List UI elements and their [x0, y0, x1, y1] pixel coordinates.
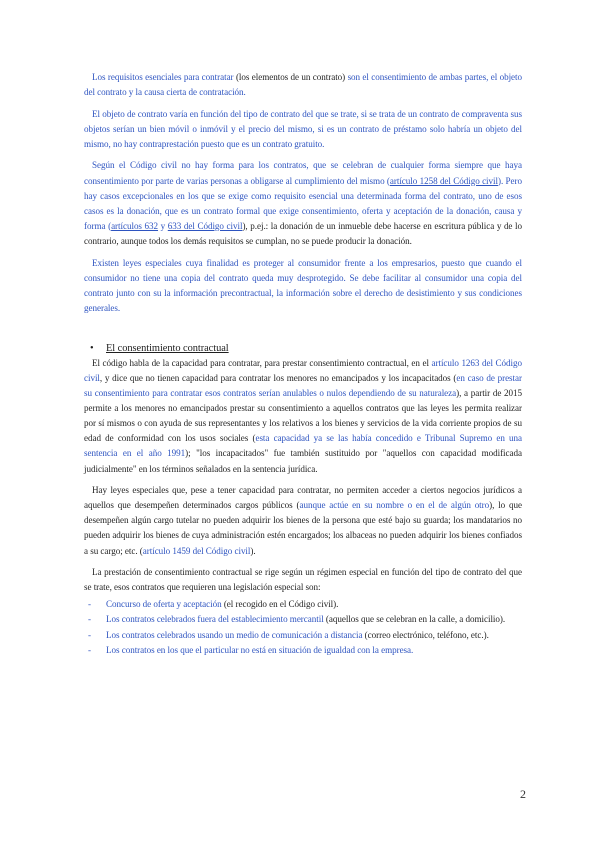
forma-text-1: Según el Código civil no hay forma para los contratos, que se celebran de cualquier forma siempre que haya consentimiento por parte de varias personas a obligarse al cumplimiento del mismo ( [84, 160, 522, 186]
dash-marker: - [88, 629, 91, 640]
link-articulo-1258[interactable]: artículo 1258 del Código civil [389, 175, 498, 186]
capacidad-text-4: ); "los incapacitados" fue también sustituido por "aquellos con capacidad modificada judicialmente" en los términos señalados en la sentencia jurídica. [84, 448, 522, 474]
section-heading-text: El consentimiento contractual [106, 342, 229, 354]
dash-marker: - [88, 599, 91, 610]
paragraph-leyes-consumidor: Existen leyes especiales cuya finalidad es proteger al consumidor frente a los empresarios, puesto que cuando el consumidor no tiene una copia del contrato queda muy desprotegido. Se debe facilitar al consumidor una copia del contrato junto con su la información precontractual, la información sobre el derecho de desistimiento y sus condiciones generales. [84, 257, 522, 313]
paragraph-objeto: El objeto de contrato varía en función del tipo de contrato del que se trate, si se trata de un contrato de compraventa sus objetos serían un bien móvil o inmóvil y el precio del mismo, si es un contrato de préstamo solo habría un objeto del mismo, no hay contraprestación puesto que es un contrato gratuito. [84, 108, 522, 149]
requisitos-link-text[interactable]: Los requisitos esenciales para contratar [92, 72, 234, 82]
list-item [84, 597, 522, 612]
document-body [84, 70, 522, 658]
list-item-text: (correo electrónico, teléfono, etc.). [362, 629, 489, 640]
paragraph-leyes-especiales [84, 483, 522, 558]
paragraph-requisitos [84, 70, 522, 100]
paragraph-forma [84, 158, 522, 249]
link-articulo-1459[interactable]: artículo 1459 del Código civil [142, 545, 251, 556]
list-item-link[interactable]: Los contratos celebrados usando un medio de comunicación a distancia [106, 629, 363, 640]
list-item-text: (el recogido en el Código civil). [221, 599, 339, 610]
paragraph-capacidad [84, 356, 522, 477]
elementos-text: (los elementos de un contrato) [235, 72, 346, 82]
bullet-icon: • [90, 342, 94, 354]
forma-text-3: y [158, 220, 168, 231]
dash-marker: - [88, 644, 91, 655]
link-articulo-1263[interactable]: artículo 1263 del Código civil [84, 357, 522, 383]
paragraph-regimen-especial: La prestación de consentimiento contractual se rige según un régimen especial en función del tipo de contrato del que se trate, esos contratos que requieren una legislación especial son: [84, 567, 522, 593]
capacidad-text-1: El código habla de la capacidad para contratar, para prestar consentimiento contractual, en el [92, 357, 432, 368]
capacidad-text-2: , y dice que no tienen capacidad para contratar los menores no emancipados y los incapacitados ( [99, 373, 457, 383]
list-item-link[interactable]: Concurso de oferta y aceptación [106, 599, 222, 610]
list-item-text: (aquellos que se celebran en la calle, a domicilio). [323, 614, 506, 625]
link-articulo-633[interactable]: 633 del Código civil [167, 220, 243, 231]
leyes-text-3: ). [250, 545, 256, 556]
requisitos-continuation: son el consentimiento de ambas partes, el objeto del contrato y la causa cierta de contratación. [84, 72, 523, 98]
link-articulo-632[interactable]: artículos 632 [111, 220, 159, 231]
capacidad-aside-2: esta capacidad ya se las había concedido e Tribunal Supremo en una sentencia en el año 1991 [84, 433, 522, 459]
leyes-text-2: ), lo que desempeñen algún cargo tutelar no pueden adquirir los bienes de la persona que esté bajo su guarda; los mandatarios no pueden adquirir los bienes de cuya administración estén encargados; los albaceas no pueden adquirir los bienes confiados a su cargo; etc. ( [84, 500, 522, 556]
list-item [84, 628, 522, 643]
list-item [84, 643, 522, 658]
list-item [84, 612, 522, 627]
forma-text-4: ), p.ej.: la donación de un inmueble debe hacerse en escritura pública y de lo contrario, aunque todos los demás requisitos se cumplan, no se puede producir la donación. [84, 220, 523, 246]
dash-marker: - [88, 614, 91, 625]
leyes-text-1: Hay leyes especiales que, pese a tener capacidad para contratar, no permiten acceder a ciertos negocios jurídicos a aquellos que desempeñen determinados cargos públicos ( [84, 485, 522, 511]
forma-text-2: ). Pero hay casos excepcionales en los que se exige como requisito esencial una determinada forma del contrato, uno de esos casos es la donación, que es un contrato formal que exige consentimiento, oferta y aceptación de la donación, causa y forma ( [84, 175, 522, 231]
section-heading [84, 342, 522, 356]
capacidad-text-3: ), a partir de 2015 permite a los menores no emancipados prestar su consentimiento a aquellos contratos que las leyes les permita realizar por sí mismos o con ayuda de sus representantes y los relativos a los bienes y servicios de la vida corriente propios de su edad de conformidad con los usos sociales ( [84, 388, 523, 444]
page-number: 2 [520, 787, 526, 801]
contract-types-list [84, 597, 522, 657]
list-item-link[interactable]: Los contratos en los que el particular no está en situación de igualdad con la empresa. [106, 644, 414, 655]
leyes-aside: aunque actúe en su nombre o en el de algún otro [299, 500, 490, 511]
list-item-link[interactable]: Los contratos celebrados fuera del establecimiento mercantil [106, 614, 324, 625]
capacidad-aside-1: en caso de prestar su consentimiento para contratar esos contratos serían anulables o nulos dependiendo de su naturaleza [84, 373, 522, 399]
